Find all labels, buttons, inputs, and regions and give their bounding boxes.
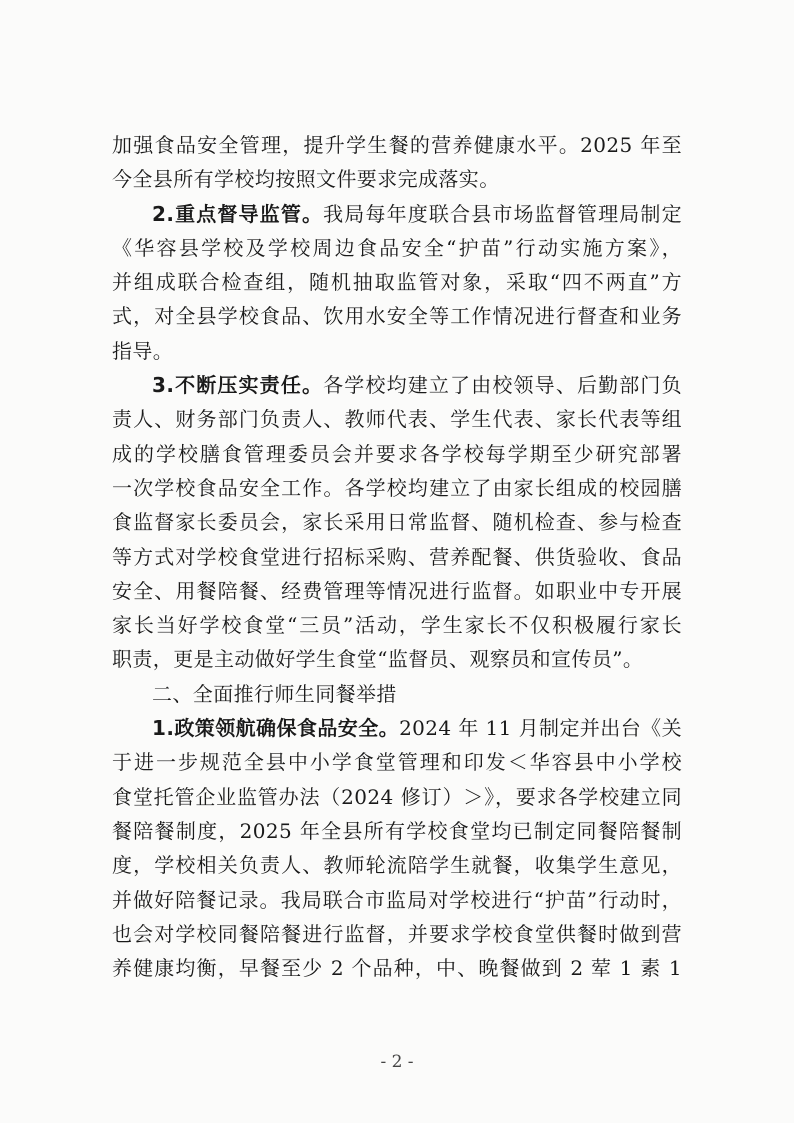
text-span: 我局每年度联合县市场监督管理局制定 — [323, 201, 682, 226]
text-line: 食监督家长委员会，家长采用日常监督、随机检查、参与检查 — [112, 510, 682, 535]
text-line: 今全县所有学校均按照文件要求完成落实。 — [112, 167, 500, 192]
text-line: 也会对学校同餐陪餐进行监督，并要求学校食堂供餐时做到营 — [112, 921, 682, 946]
text-line: 并做好陪餐记录。我局联合市监局对学校进行“护苗”行动时， — [112, 887, 682, 912]
subheading-lead: 2.重点督导监管。 — [152, 201, 324, 226]
section-heading: 二、全面推行师生同餐举措 — [152, 681, 397, 706]
text-span: 2024 年 11 月制定并出台《关 — [399, 716, 682, 741]
text-line — [112, 711, 682, 745]
text-line: 安全、用餐陪餐、经费管理等情况进行监督。如职业中专开展 — [112, 578, 682, 603]
text-line: 式，对全县学校食品、饮用水安全等工作情况进行督查和业务 — [112, 304, 682, 329]
text-line: 家长当好学校食堂“三员”活动，学生家长不仅积极履行家长 — [112, 613, 682, 638]
page-number: - 2 - — [380, 1052, 414, 1072]
text-line — [112, 368, 682, 402]
subheading-lead: 3.不断压实责任。 — [152, 373, 324, 398]
text-span: 各学校均建立了由校领导、后勤部门负 — [323, 373, 682, 398]
text-line: 指导。 — [112, 338, 174, 363]
subheading-lead: 1.政策领航确保食品安全。 — [152, 716, 400, 741]
text-line: 加强食品安全管理，提升学生餐的营养健康水平。2025 年至 — [112, 133, 682, 157]
text-line: 《华容县学校及学校周边食品安全“护苗”行动实施方案》， — [112, 235, 682, 260]
text-line: 餐陪餐制度，2025 年全县所有学校食堂均已制定同餐陪餐制 — [112, 818, 682, 843]
text-line: 责人、财务部门负责人、教师代表、学生代表、家长代表等组 — [112, 407, 682, 432]
text-line: 度，学校相关负责人、教师轮流陪学生就餐，收集学生意见， — [112, 853, 682, 878]
text-line: 一次学校食品安全工作。各学校均建立了由家长组成的校园膳 — [112, 475, 682, 500]
text-line: 职责，更是主动做好学生食堂“监督员、观察员和宣传员”。 — [112, 647, 644, 672]
text-line: 于进一步规范全县中小学食堂管理和印发＜华容县中小学校 — [112, 750, 682, 775]
text-line: 等方式对学校食堂进行招标采购、营养配餐、供货验收、食品 — [112, 544, 682, 569]
text-line — [112, 197, 682, 231]
text-line: 养健康均衡，早餐至少 2 个品种，中、晚餐做到 2 荤 1 素 1 — [112, 956, 682, 981]
document-body — [112, 128, 682, 985]
text-line: 并组成联合检查组，随机抽取监管对象，采取“四不两直”方 — [112, 270, 682, 295]
text-line: 食堂托管企业监管办法（2024 修订）＞》，要求各学校建立同 — [112, 784, 682, 809]
text-line: 成的学校膳食管理委员会并要求各学校每学期至少研究部署 — [112, 441, 682, 466]
